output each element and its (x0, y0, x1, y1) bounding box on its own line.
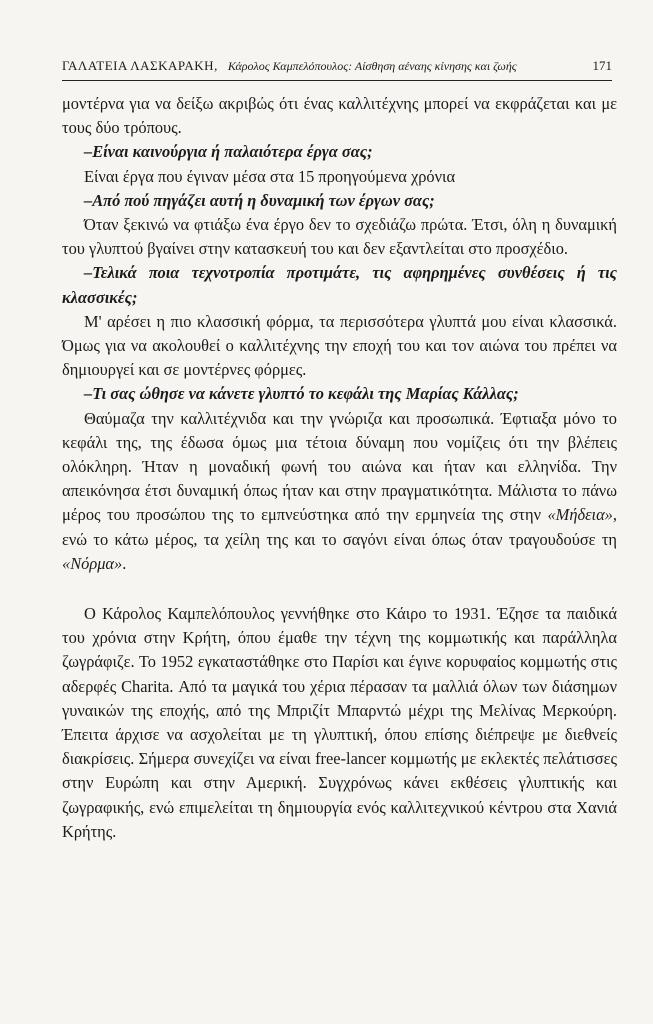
header-title: Κάρολος Καμπελόπουλος: Αίσθηση αέναης κίνησης και ζωής (227, 59, 517, 73)
running-header (62, 58, 612, 81)
biography-paragraph: Ο Κάρολος Καμπελόπουλος γεννήθηκε στο Κάιρο το 1931. Έζησε τα παιδικά του χρόνια στην Κρήτη, όπου έμαθε την τέχνη της κομμωτικής και παράλληλα ζωγράφιζε. Το 1952 εγκαταστάθηκε στο Παρίσι και έγινε κορυφαίος κομμωτής στις αδερφές Charita. Από τα μαγικά του χέρια πέρασαν τα μαλλιά όλων των διάσημων γυναικών της εποχής, από της Μπριζίτ Μπαρντώ μέχρι της Μελίνας Μερκούρη. Έπειτα άρχισε να ασχολείται με τη γλυπτική, όπου επίσης διέπρεψε με διεθνείς διακρίσεις. Σήμερα συνεχίζει να είναι free-lancer κομμωτής με εκλεκτές πελάτισσες στην Ευρώπη και στην Αμερική. Συγχρόνως κάνει εκθέσεις γλυπτικής και ζωγραφικής, ενώ επιμελείται τη δημιουργία ενός καλλιτεχνικού κέντρου στα Χανιά Κρήτης. (62, 604, 617, 841)
paragraph-continued: μοντέρνα για να δείξω ακριβώς ότι ένας καλλιτέχνης μπορεί να εκφράζεται και με τους δύο τρόπους. (62, 94, 617, 138)
answer-4-text-cont: , ενώ το κάτω μέρος, τα χείλη της και το σαγόνι είναι όπως όταν τραγουδούσε τη (62, 505, 617, 549)
medea-title: «Μήδεια» (547, 505, 613, 525)
answer-4-text: Θαύμαζα την καλλιτέχνιδα και την γνώριζα και προσωπικά. Έφτιαξα μόνο το κεφάλι της, της έδωσα όμως μια τέτοια δύναμη που νομίζεις ότι την βλέπεις ολόκληρη. Ήταν η μοναδική φωνή του αιώνα και ήταν και ελληνίδα. Την απεικόνησα έτσι δυναμική όπως ήταν και στην πραγματικότητα. Μάλιστα το πάνω μέρος του προσώπου της το εμπνεύστηκα από την ερμηνεία της στην (62, 408, 617, 525)
page-number: 171 (592, 58, 612, 73)
interview-answer-1: Είναι έργα που έγιναν μέσα στα 15 προηγούμενα χρόνια (84, 166, 456, 186)
interview-question-3: –Τελικά ποια τεχνοτροπία προτιμάτε, τις αφηρημένες συνθέσεις ή τις κλασσικές; (62, 263, 617, 307)
interview-answer-2: Όταν ξεκινώ να φτιάξω ένα έργο δεν το σχεδιάζω πρώτα. Έτσι, όλη η δυναμική του γλυπτού βγαίνει στην κατασκευή του και δεν εξαντλείται στο προσχέδιο. (62, 215, 617, 259)
interview-question-1: –Είναι καινούργια ή παλαιότερα έργα σας; (84, 142, 373, 162)
interview-question-4: –Τι σας ώθησε να κάνετε γλυπτό το κεφάλι της Μαρίας Κάλλας; (84, 384, 519, 404)
interview-answer-4 (62, 407, 617, 576)
section-gap (62, 576, 617, 602)
interview-question-2: –Από πού πηγάζει αυτή η δυναμική των έργων σας; (84, 190, 435, 210)
header-author: ΓΑΛΑΤΕΙΑ ΛΑΣΚΑΡΑΚΗ, (62, 58, 218, 73)
page-body (62, 92, 617, 844)
norma-title: «Νόρμα» (62, 553, 123, 573)
interview-answer-3: Μ' αρέσει η πιο κλασσική φόρμα, τα περισσότερα γλυπτά μου είναι κλασσικά. Όμως για να ακολουθεί ο καλλιτέχνης την εποχή του και τον αιώνα του πρέπει να δημιουργεί και σε μοντέρνες φόρμες. (62, 311, 617, 380)
answer-4-end: . (122, 553, 127, 573)
